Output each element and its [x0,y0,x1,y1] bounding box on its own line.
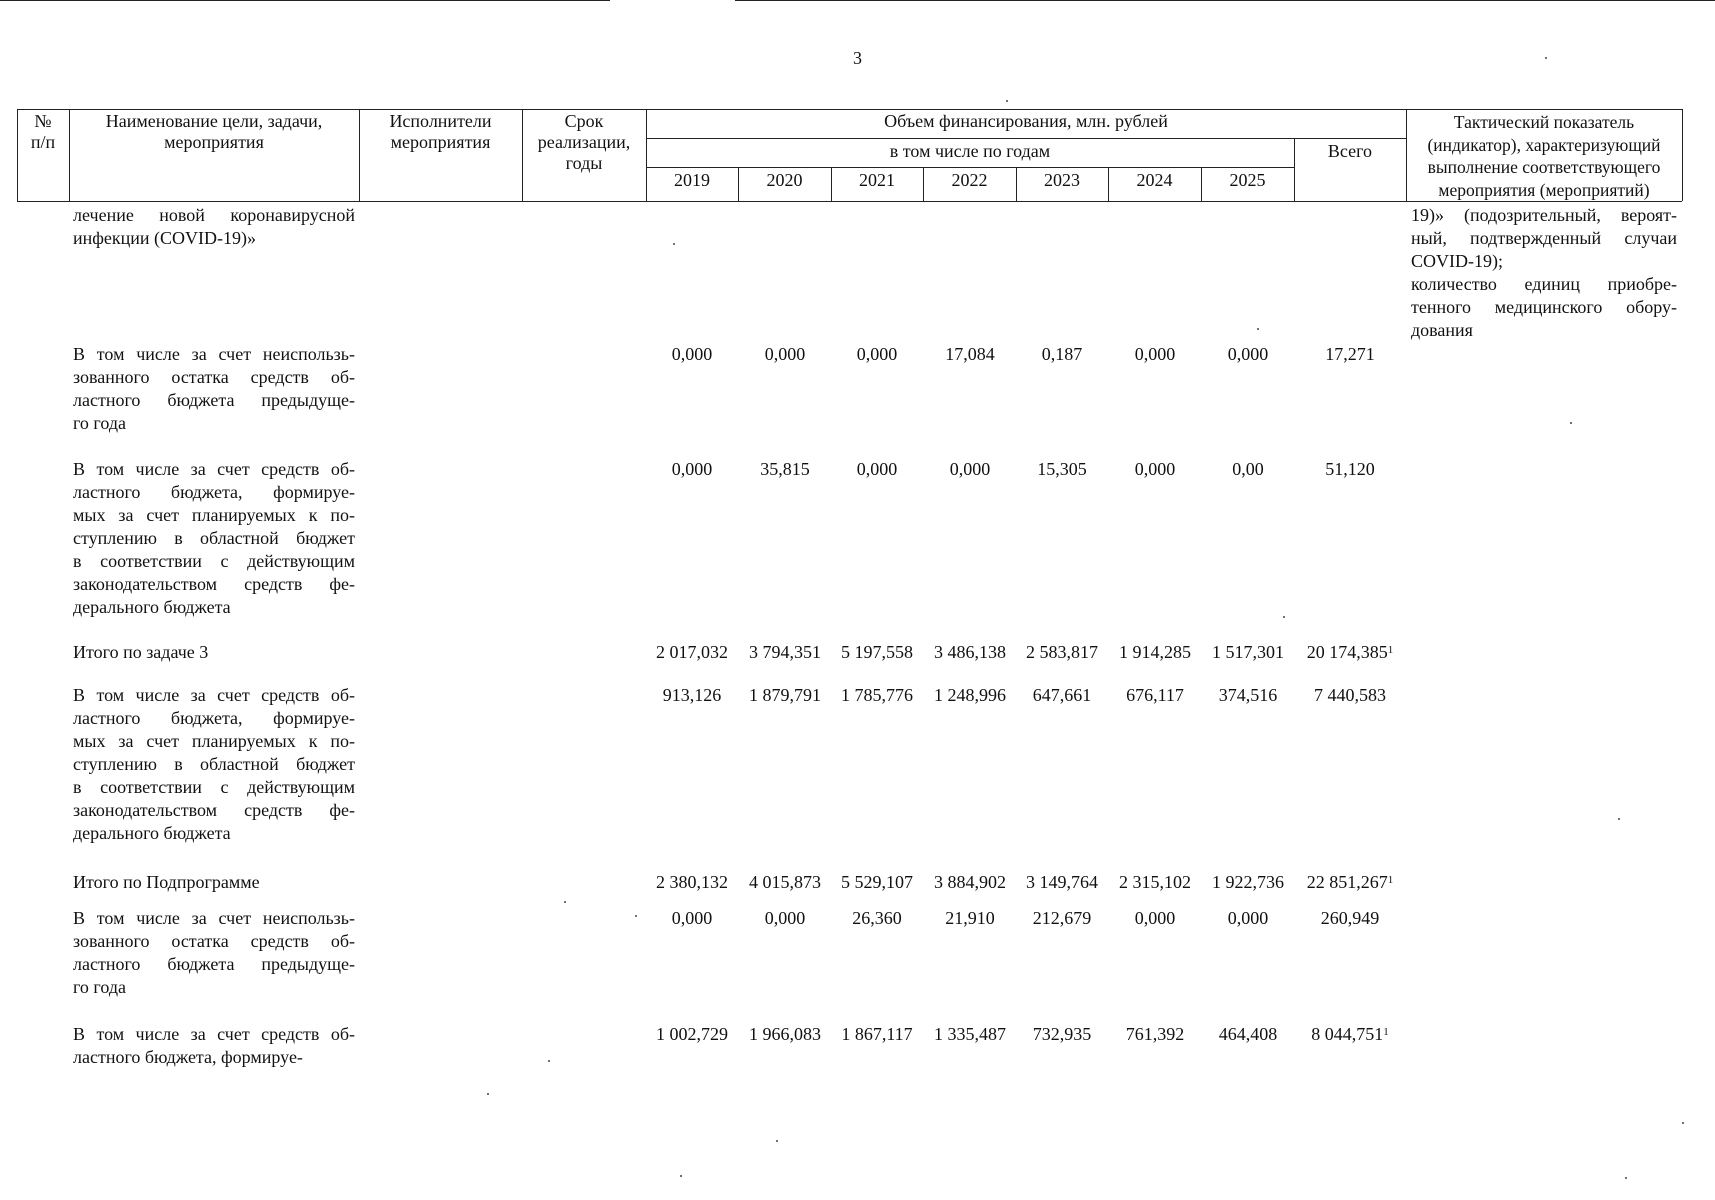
row-label-line: зованного остатка средств об- [73,367,355,387]
total-value: 20 174,385 [1306,642,1388,662]
value-cell-2024: 676,117 [1126,685,1184,705]
value-cell-2021: 5 529,107 [841,872,913,892]
row-label-line: го года [73,413,126,433]
value-cell-2021: 5 197,558 [841,642,913,662]
scan-edge-line [0,0,610,1]
row-label-line: ластного бюджета, формируе- [73,482,355,502]
total-value: 7 440,583 [1314,685,1386,705]
value-cell-2025: 374,516 [1218,685,1278,705]
value-cell-2024: 0,000 [1134,459,1176,479]
value-cell-2022: 3 486,138 [934,642,1006,662]
value-cell-2020: 0,000 [764,908,806,928]
row-label-line: зованного остатка средств об- [73,931,355,951]
value-cell-2025: 464,408 [1218,1024,1278,1044]
footnote-marker: 1 [1387,644,1394,656]
row-label-line: мых за счет планируемых к по- [73,505,355,525]
total-cell [1296,871,1404,894]
row-label [73,458,355,619]
value-cell-2023: 212,679 [1032,908,1092,928]
header-year-2025: 2025 [1229,170,1266,190]
value-cell-2022: 3 884,902 [934,872,1006,892]
header-year-2019: 2019 [674,170,710,190]
value-cell-2023: 15,305 [1037,459,1087,479]
value-cell-2019: 2 380,132 [656,872,728,892]
row-label-line: го года [73,977,126,997]
header-year-2021: 2021 [859,170,895,190]
value-cell-2024: 1 914,285 [1119,642,1191,662]
total-cell [1296,1023,1404,1046]
value-cell-2022: 17,084 [945,344,995,364]
value-cell-2020: 0,000 [764,344,806,364]
header-name-column: Наименование цели, задачи, мероприятия [105,111,323,152]
header-total: Всего [1327,141,1373,161]
value-cell-2020: 1 966,083 [749,1024,821,1044]
scan-edge-line [735,0,1715,1]
header-period-column: Срок реализации, годы [537,111,631,173]
header-indicator-column: Тактический показатель (индикатор), характеризующий выполнение соответствующего мероприятия (мероприятий) [1427,112,1661,200]
row-label [73,1023,355,1069]
value-cell-2025: 1 922,736 [1212,872,1284,892]
value-cell-2019: 2 017,032 [656,642,728,662]
footnote-marker: 1 [1383,1026,1389,1038]
value-cell-2022: 1 335,487 [934,1024,1006,1044]
header-funding: Объем финансирования, млн. рублей [884,111,1168,131]
value-cell-2020: 35,815 [760,459,810,479]
row-label-line: Итого по Подпрограмме [73,872,260,892]
value-cell-2019: 0,000 [671,344,713,364]
total-value: 17,271 [1325,344,1375,364]
header-by-years: в том числе по годам [889,141,1051,161]
row-label-line: дерального бюджета [73,597,231,617]
row-label-line: ластного бюджета, формируе- [73,708,355,728]
value-cell-2025: 0,000 [1227,908,1269,928]
total-value: 51,120 [1325,459,1375,479]
value-cell-2022: 21,910 [945,908,995,928]
row-label-line: в соответствии с действующим [73,777,355,797]
row-label [73,684,355,845]
row-label-line: в соответствии с действующим [73,551,355,571]
value-cell-2025: 0,000 [1227,344,1269,364]
value-cell-2024: 2 315,102 [1119,872,1191,892]
row-label-line: законодательством средств фе- [73,800,355,820]
value-cell-2021: 0,000 [856,459,898,479]
row-label-line: дерального бюджета [73,823,231,843]
total-cell [1296,907,1404,930]
value-cell-2019: 0,000 [671,459,713,479]
row-label-line: В том числе за счет средств об- [73,1024,355,1044]
value-cell-2019: 913,126 [662,685,722,705]
value-cell-2025: 0,00 [1232,459,1264,479]
row-label-line: ластного бюджета предыдуще- [73,390,355,410]
row-label-line: ступлению в областной бюджет [73,528,355,548]
row-label-line: ступлению в областной бюджет [73,754,355,774]
value-cell-2024: 761,392 [1125,1024,1185,1044]
header-year-2024: 2024 [1136,170,1173,190]
value-cell-2019: 0,000 [671,908,713,928]
value-cell-2021: 26,360 [852,908,902,928]
value-cell-2020: 4 015,873 [749,872,821,892]
continuation-label: лечение новой коронавирусной инфекции (COVID-19)» [73,205,355,248]
row-label-line: В том числе за счет средств об- [73,685,355,705]
value-cell-2023: 2 583,817 [1026,642,1098,662]
header-year-2023: 2023 [1044,170,1080,190]
total-value: 8 044,751 [1311,1024,1384,1044]
value-cell-2022: 0,000 [949,459,991,479]
value-cell-2021: 1 867,117 [841,1024,913,1044]
header-year-2020: 2020 [766,170,803,190]
row-label-line: ластного бюджета предыдуще- [73,954,355,974]
continuation-indicator: 19)» (подозрительный, вероят- ный, подтвержденный случаи COVID-19); количество единиц приобре- тенного медицинского обору- дования [1411,205,1677,340]
row-label-line: В том числе за счет средств об- [73,459,355,479]
row-label-line: ластного бюджета, формируе- [73,1047,303,1067]
total-cell [1296,343,1404,366]
row-label [73,907,355,999]
value-cell-2023: 647,661 [1032,685,1092,705]
value-cell-2023: 0,187 [1041,344,1083,364]
row-label [73,641,355,664]
row-label [73,343,355,435]
row-label-line: мых за счет планируемых к по- [73,731,355,751]
total-cell [1296,684,1404,707]
row-label [73,871,355,894]
total-value: 260,949 [1320,908,1380,928]
value-cell-2019: 1 002,729 [656,1024,728,1044]
row-label-line: Итого по задаче 3 [73,642,209,662]
header-number-column: № п/п [30,111,56,152]
row-label-line: В том числе за счет неиспользь- [73,344,355,364]
total-value: 22 851,267 [1306,872,1388,892]
row-label-line: законодательством средств фе- [73,574,355,594]
value-cell-2025: 1 517,301 [1212,642,1284,662]
value-cell-2024: 0,000 [1134,344,1176,364]
row-label-line: В том числе за счет неиспользь- [73,908,355,928]
header-year-2022: 2022 [951,170,988,190]
footnote-marker: 1 [1387,874,1394,886]
value-cell-2022: 1 248,996 [934,685,1006,705]
value-cell-2021: 0,000 [856,344,898,364]
value-cell-2023: 3 149,764 [1026,872,1098,892]
value-cell-2020: 3 794,351 [749,642,821,662]
value-cell-2021: 1 785,776 [841,685,913,705]
value-cell-2023: 732,935 [1032,1024,1092,1044]
total-cell [1296,641,1404,664]
header-executors-column: Исполнители мероприятия [389,111,492,152]
value-cell-2024: 0,000 [1134,908,1176,928]
value-cell-2020: 1 879,791 [749,685,821,705]
total-cell [1296,458,1404,481]
page-number: 3 [853,48,862,68]
